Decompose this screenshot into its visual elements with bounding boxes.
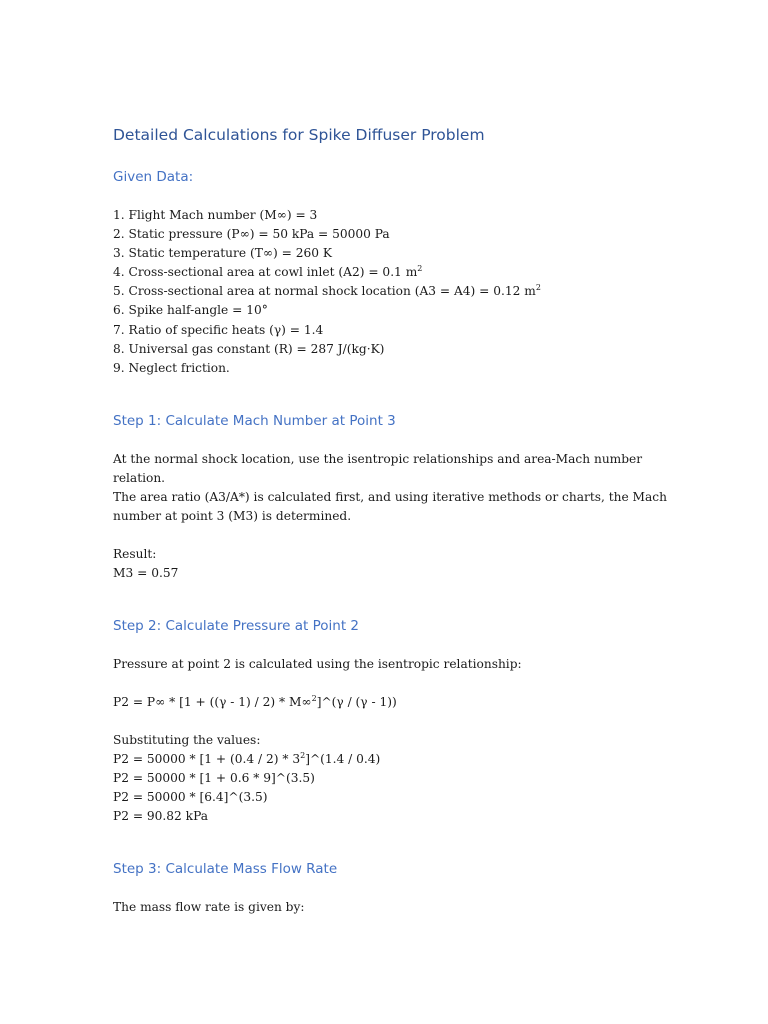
step1-paragraph-1: At the normal shock location, use the isentropic relationships and area-Mach number relation. (113, 451, 643, 485)
step3-heading: Step 3: Calculate Mass Flow Rate (113, 860, 338, 877)
list-item: 6. Spike half-angle = 10° (113, 303, 268, 318)
list-item: 7. Ratio of specific heats (γ) = 1.4 (113, 322, 324, 337)
step2-substitution-1: $P2 = 50000 * [1 + (0.4 / 2) * 3^2]\^{}(1.4 / 0.4)$ (113, 750, 381, 766)
list-item: 3. Static temperature (T∞) = 260 K (113, 246, 332, 261)
step1-result-label: Result: (113, 546, 157, 561)
step2-formula: P2 = P∞ * [1 + ((γ - 1) / 2) * M∞$^2$]^(γ / (γ - 1)) (113, 693, 397, 709)
list-item: 1. Flight Mach number (M∞) = 3 (113, 208, 318, 222)
step1-paragraph-2: The area ratio (A3/A*) is calculated first, and using iterative methods or charts, the Mach number at point 3 (M3) is determined. (113, 489, 667, 523)
step1-result-value: M3 = 0.57 (113, 565, 179, 580)
step2-heading: Step 2: Calculate Pressure at Point 2 (113, 617, 359, 634)
step2-substitution-3: P2 = 50000 * [6.4]^(3.5) (113, 789, 268, 804)
document-title: Detailed Calculations for Spike Diffuser Problem (113, 126, 485, 144)
list-item: 4. Cross-sectional area at cowl inlet (A2) = 0.1 $m^2$ (113, 264, 423, 280)
list-item: 5. Cross-sectional area at normal shock location (A3 = A4) = 0.12 $m^2$ (113, 283, 541, 299)
step2-substitution-2: P2 = 50000 * [1 + 0.6 * 9]^(3.5) (113, 770, 315, 785)
step2-result: P2 = 90.82 kPa (113, 808, 208, 823)
list-item: 8. Universal gas constant (R) = 287 J/(kg·K) (113, 341, 385, 356)
given-data-heading: Given Data: (113, 169, 194, 185)
step2-intro: Pressure at point 2 is calculated using the isentropic relationship: (113, 656, 522, 671)
step1-heading: Step 1: Calculate Mach Number at Point 3 (113, 412, 396, 429)
step2-substitution-label: Substituting the values: (113, 732, 261, 747)
step3-intro: The mass flow rate is given by: (113, 899, 305, 914)
list-item: 9. Neglect friction. (113, 360, 230, 375)
list-item: 2. Static pressure (P∞) = 50 kPa = 50000 Pa (113, 227, 390, 242)
document-content (113, 124, 673, 917)
given-data-list (113, 206, 673, 378)
